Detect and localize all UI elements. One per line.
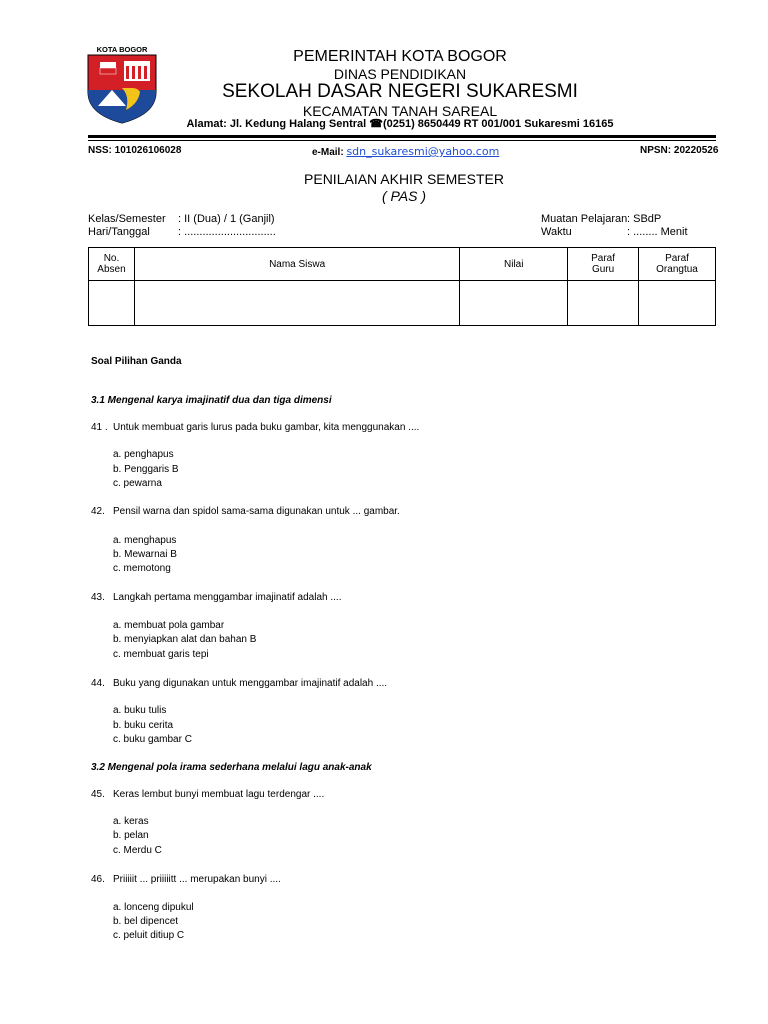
nss-text: NSS: 101026106028 <box>88 145 182 156</box>
header-divider-thick <box>88 135 716 138</box>
col-no-absen: No. Absen <box>89 248 135 281</box>
cell-no-absen[interactable] <box>89 281 135 326</box>
cell-paraf-guru[interactable] <box>568 281 639 326</box>
subsection-title-1: 3.1 Mengenal karya imajinatif dua dan tiga dimensi <box>91 395 332 406</box>
option-b[interactable]: b. Penggaris B <box>113 464 179 475</box>
waktu-value: : ........ Menit <box>627 226 688 238</box>
question-number: 45. <box>91 789 105 800</box>
question-number: 43. <box>91 592 105 603</box>
option-c[interactable]: c. membuat garis tepi <box>113 649 209 660</box>
col-nilai: Nilai <box>460 248 568 281</box>
kelas-value: : II (Dua) / 1 (Ganjil) <box>178 213 275 225</box>
question-text: Langkah pertama menggambar imajinatif adalah .... <box>113 592 342 603</box>
hari-value: : .............................. <box>178 226 276 238</box>
option-b[interactable]: b. pelan <box>113 830 149 841</box>
muatan-label: Muatan Pelajaran <box>541 213 628 225</box>
table-row <box>89 281 716 326</box>
waktu-label: Waktu <box>541 226 572 238</box>
question-text: Buku yang digunakan untuk menggambar imajinatif adalah .... <box>113 678 388 689</box>
student-info-table <box>88 247 716 326</box>
cell-nama-siswa[interactable] <box>134 281 459 326</box>
option-a[interactable]: a. menghapus <box>113 535 177 546</box>
option-c[interactable]: c. memotong <box>113 563 171 574</box>
exam-title: PENILAIAN AKHIR SEMESTER <box>304 171 504 187</box>
section-title: Soal Pilihan Ganda <box>91 356 182 367</box>
kota-bogor-emblem <box>86 44 158 124</box>
kelas-label: Kelas/Semester <box>88 213 166 225</box>
question-number: 44. <box>91 678 105 689</box>
npsn-text: NPSN: 20220526 <box>640 145 719 156</box>
col-paraf-orangtua: Paraf Orangtua <box>639 248 716 281</box>
option-a[interactable]: a. lonceng dipukul <box>113 902 194 913</box>
option-b[interactable]: b. bel dipencet <box>113 916 179 927</box>
table-header-row <box>89 248 716 281</box>
col-paraf-guru: Paraf Guru <box>568 248 639 281</box>
cell-nilai[interactable] <box>460 281 568 326</box>
option-c[interactable]: c. Merdu C <box>113 845 162 856</box>
option-a[interactable]: a. membuat pola gambar <box>113 620 225 631</box>
option-a[interactable]: a. keras <box>113 816 149 827</box>
option-c[interactable]: c. buku gambar C <box>113 734 192 745</box>
option-a[interactable]: a. buku tulis <box>113 705 167 716</box>
email-label-text: e-Mail: <box>312 147 344 158</box>
header-address: Alamat: Jl. Kedung Halang Sentral ☎(0251) 8650449 RT 001/001 Sukaresmi 16165 <box>186 118 614 130</box>
header-line-1: PEMERINTAH KOTA BOGOR <box>293 48 507 65</box>
question-number: 41 . <box>91 422 108 433</box>
question-text: Pensil warna dan spidol sama-sama digunakan untuk ... gambar. <box>113 506 400 517</box>
exam-subtitle: ( PAS ) <box>381 188 427 204</box>
email-link[interactable]: sdn_sukaresmi@yahoo.com <box>346 145 500 158</box>
muatan-value: : SBdP <box>627 213 662 225</box>
option-b[interactable]: b. menyiapkan alat dan bahan B <box>113 634 257 645</box>
subsection-title-2: 3.2 Mengenal pola irama sederhana melalui lagu anak-anak <box>91 762 372 773</box>
col-nama-siswa: Nama Siswa <box>134 248 459 281</box>
header-school-name: SEKOLAH DASAR NEGERI SUKARESMI <box>222 81 578 102</box>
question-number: 46. <box>91 874 105 885</box>
question-text: Priiiiit ... priiiiitt ... merupakan bunyi .... <box>113 874 281 885</box>
hari-label: Hari/Tanggal <box>88 226 150 238</box>
question-text: Untuk membuat garis lurus pada buku gambar, kita menggunakan .... <box>113 422 420 433</box>
cell-paraf-orangtua[interactable] <box>639 281 716 326</box>
emblem-label: KOTA BOGOR <box>96 45 148 54</box>
option-c[interactable]: c. pewarna <box>113 478 162 489</box>
option-b[interactable]: b. Mewarnai B <box>113 549 177 560</box>
option-c[interactable]: c. peluit ditiup C <box>113 930 185 941</box>
header-line-2: DINAS PENDIDIKAN <box>333 66 467 82</box>
email-label <box>312 145 499 158</box>
option-a[interactable]: a. penghapus <box>113 449 174 460</box>
header-district: KECAMATAN TANAH SAREAL <box>302 103 498 119</box>
header-divider-thin <box>88 140 716 141</box>
option-b[interactable]: b. buku cerita <box>113 720 174 731</box>
question-number: 42. <box>91 506 105 517</box>
question-text: Keras lembut bunyi membuat lagu terdengar .... <box>113 789 325 800</box>
